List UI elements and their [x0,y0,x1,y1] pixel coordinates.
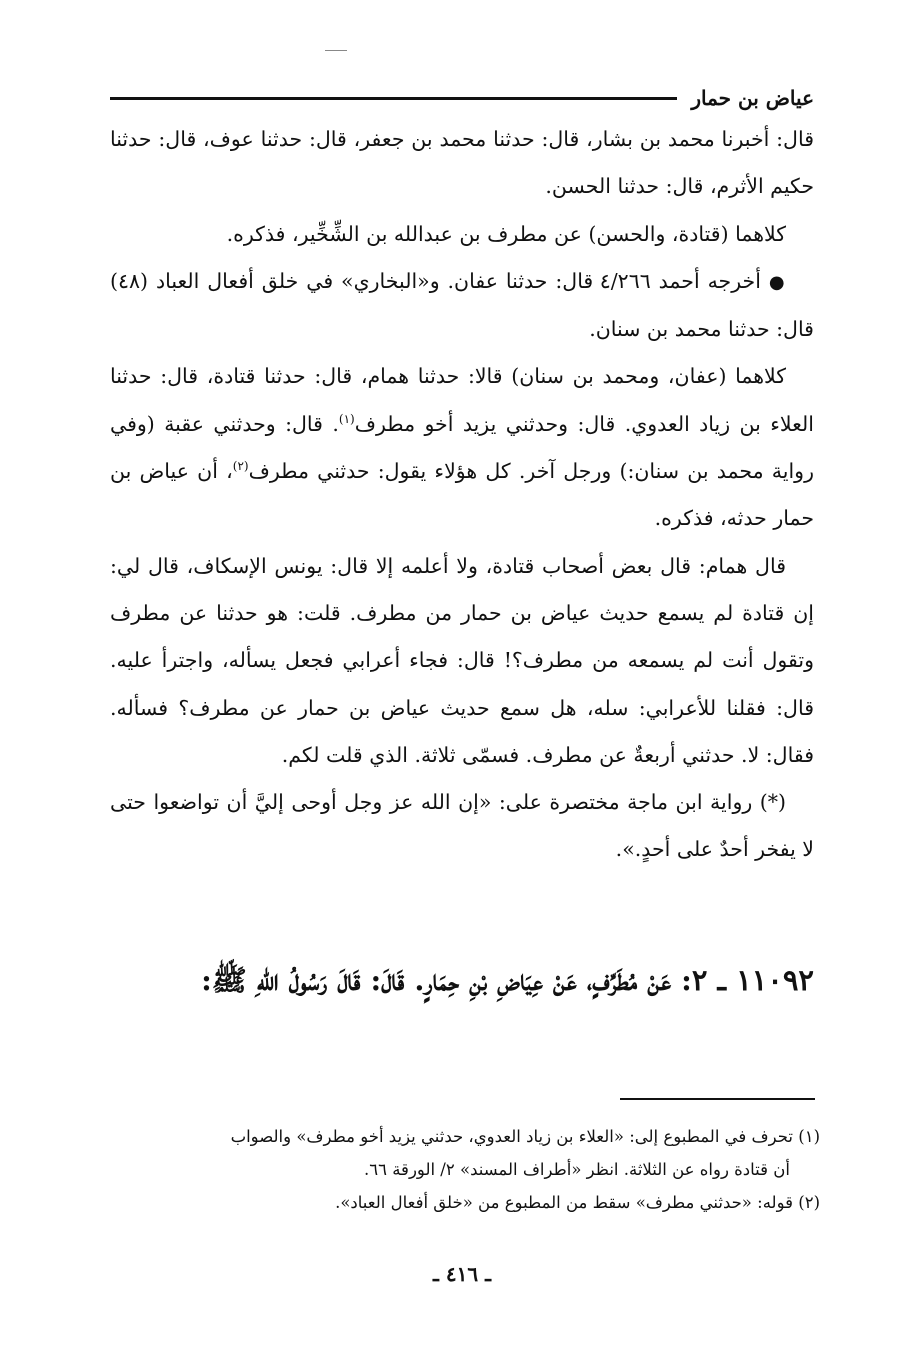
footnote-rule [620,1098,815,1100]
paragraph-4 [110,353,814,542]
footnote-ref-2: (٢) [232,459,249,474]
header-rule [110,97,677,100]
paragraph-4-part-c: ، أن عياض بن حمار حدثه، فذكره. [110,459,814,531]
footnote-1-line-2: أن قتادة رواه عن الثلاثة. انظر «أطراف المسند» ٢/ الورقة ٦٦. [363,1160,790,1179]
hadith-heading [110,950,814,1010]
paragraph-4-part-b: . قال: وحدثني عقبة (وفي رواية محمد بن سنان:) ورجل آخر. كل هؤلاء يقول: حدثني مطرف [110,411,814,484]
running-head [110,83,814,113]
paragraph-4-part-a: كلاهما (عفان، ومحمد بن سنان) قالا: حدثنا همام، قال: حدثنا قتادة، قال: حدثنا العلاء بن زياد العدوي. قال: وحدثني يزيد أخو مطرف [110,364,814,436]
footnote-1-line-1: (١) تحرف في المطبوع إلى: «العلاء بن زياد العدوي، حدثني يزيد أخو مطرف» والصواب [230,1127,820,1146]
running-title: عياض بن حمار [691,86,814,110]
paragraph-3-text: أخرجه أحمد ٤/٢٦٦ قال: حدثنا عفان. و«البخاري» في خلق أفعال العباد (٤٨) قال: حدثنا محمد بن سنان. [110,268,814,342]
paragraph-3 [110,258,814,354]
footnote-2: (٢) قوله: «حدثني مطرف» سقط من المطبوع من «خلق أفعال العباد». [335,1193,820,1212]
footnote-ref-1: (١) [338,411,355,426]
paragraph-1: قال: أخبرنا محمد بن بشار، قال: حدثنا محمد بن جعفر، قال: حدثنا عوف، قال: حدثنا حكيم الأثرم، قال: حدثنا الحسن. [110,127,814,199]
top-mark [325,50,347,51]
paragraph-6: (*) رواية ابن ماجة مختصرة على: «إن الله عز وجل أوحى إليَّ أن تواضعوا حتى لا يفخر أحدٌ على أحدٍ.». [110,790,814,862]
body-text [110,116,814,874]
hadith-heading-text: ١١٠٩٢ ـ ٢: عَنْ مُطَرِّفٍ، عَنْ عِيَاضِ بْنِ حِمَارٍ. قَالَ: قَالَ رَسُولُ اللهِ ﷺ: [201,963,814,997]
paragraph-2: كلاهما (قتادة، والحسن) عن مطرف بن عبدالله بن الشِّخِّير، فذكره. [226,221,786,246]
bullet-marker: ● [768,271,786,293]
paragraph-5: قال همام: قال بعض أصحاب قتادة، ولا أعلمه إلا قال: يونس الإسكاف، قال لي: إن قتادة لم يسمع حديث عياض بن حمار من مطرف. قلت: هو حدثنا عن مطرف وتقول أنت لم يسمعه من مطرف؟! قال: فجاء أعرابي فجعل يسأله، واجترأ عليه. قال: فقلنا للأعرابي: سله، هل سمع حديث عياض بن حمار عن مطرف؟ فسأله. فقال: لا. حدثني أربعةٌ عن مطرف. فسمّى ثلاثة. الذي قلت لكم. [110,553,814,767]
page-number: ـ ٤١٦ ـ [433,1262,491,1286]
footnotes [110,1120,820,1219]
